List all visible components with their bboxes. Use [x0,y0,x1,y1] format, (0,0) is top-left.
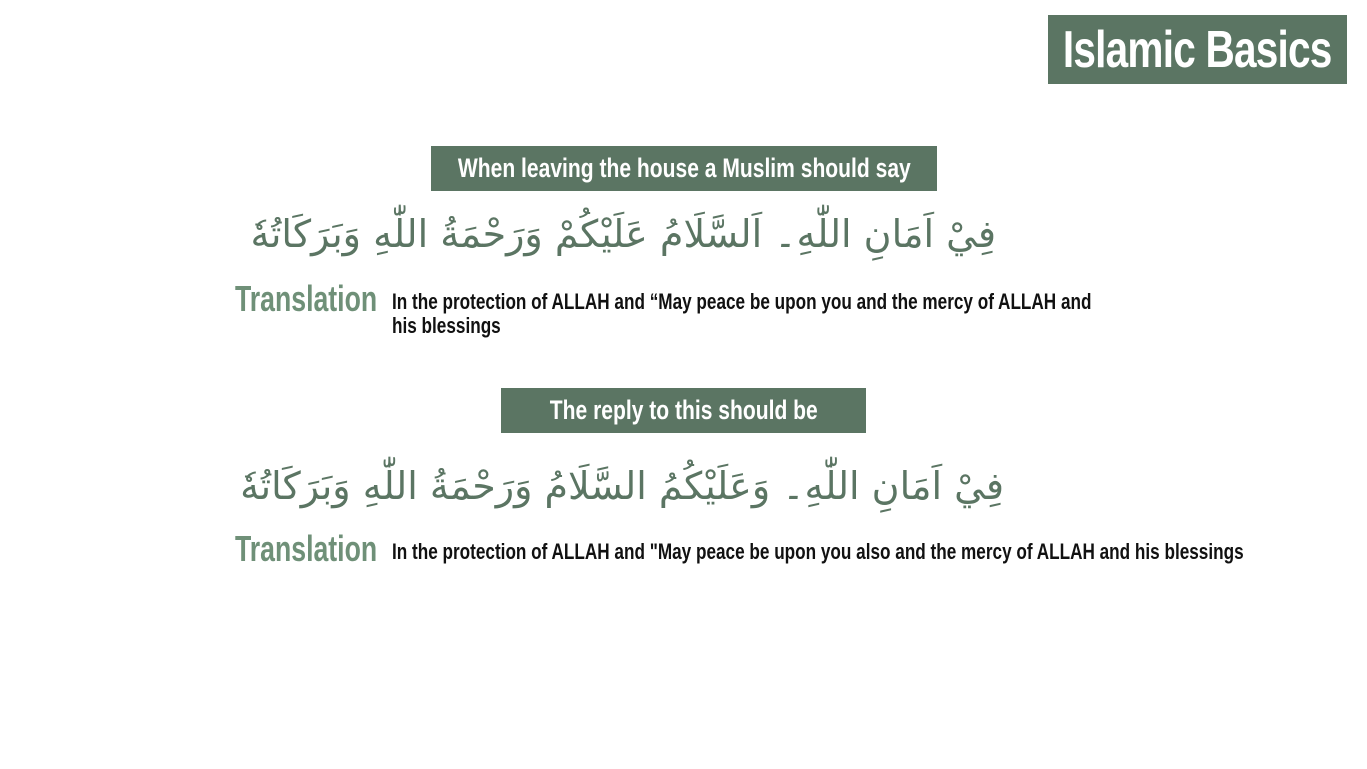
translation-text-leaving [392,290,1252,338]
arabic-supplication-reply: فِيْ اَمَانِ اللّٰهِ۔ وَعَلَيْكُمُ السَّلَامُ وَرَحْمَةُ اللّٰهِ وَبَرَكَاتُهٗ [240,464,1004,508]
section-header-leaving [431,146,937,191]
section-header-reply [501,388,866,433]
translation-label: Translation [235,278,378,319]
translation-line: In the protection of ALLAH and “May peace be upon you and the mercy of ALLAH and [392,289,1092,314]
translation-line: In the protection of ALLAH and "May peace be upon you also and the mercy of ALLAH and his blessings [392,539,1244,564]
arabic-supplication-leaving: فِيْ اَمَانِ اللّٰهِ۔ اَلسَّلَامُ عَلَيْكُمْ وَرَحْمَةُ اللّٰهِ وَبَرَكَاتُهٗ [250,212,996,256]
brand-title: Islamic Basics [1063,20,1332,79]
section-header-text: The reply to this should be [549,395,818,425]
translation-text-reply [392,540,1367,564]
translation-label: Translation [235,528,378,569]
section-header-text: When leaving the house a Muslim should say [457,153,911,183]
brand-title-badge [1048,15,1347,84]
translation-line: his blessings [392,313,501,338]
